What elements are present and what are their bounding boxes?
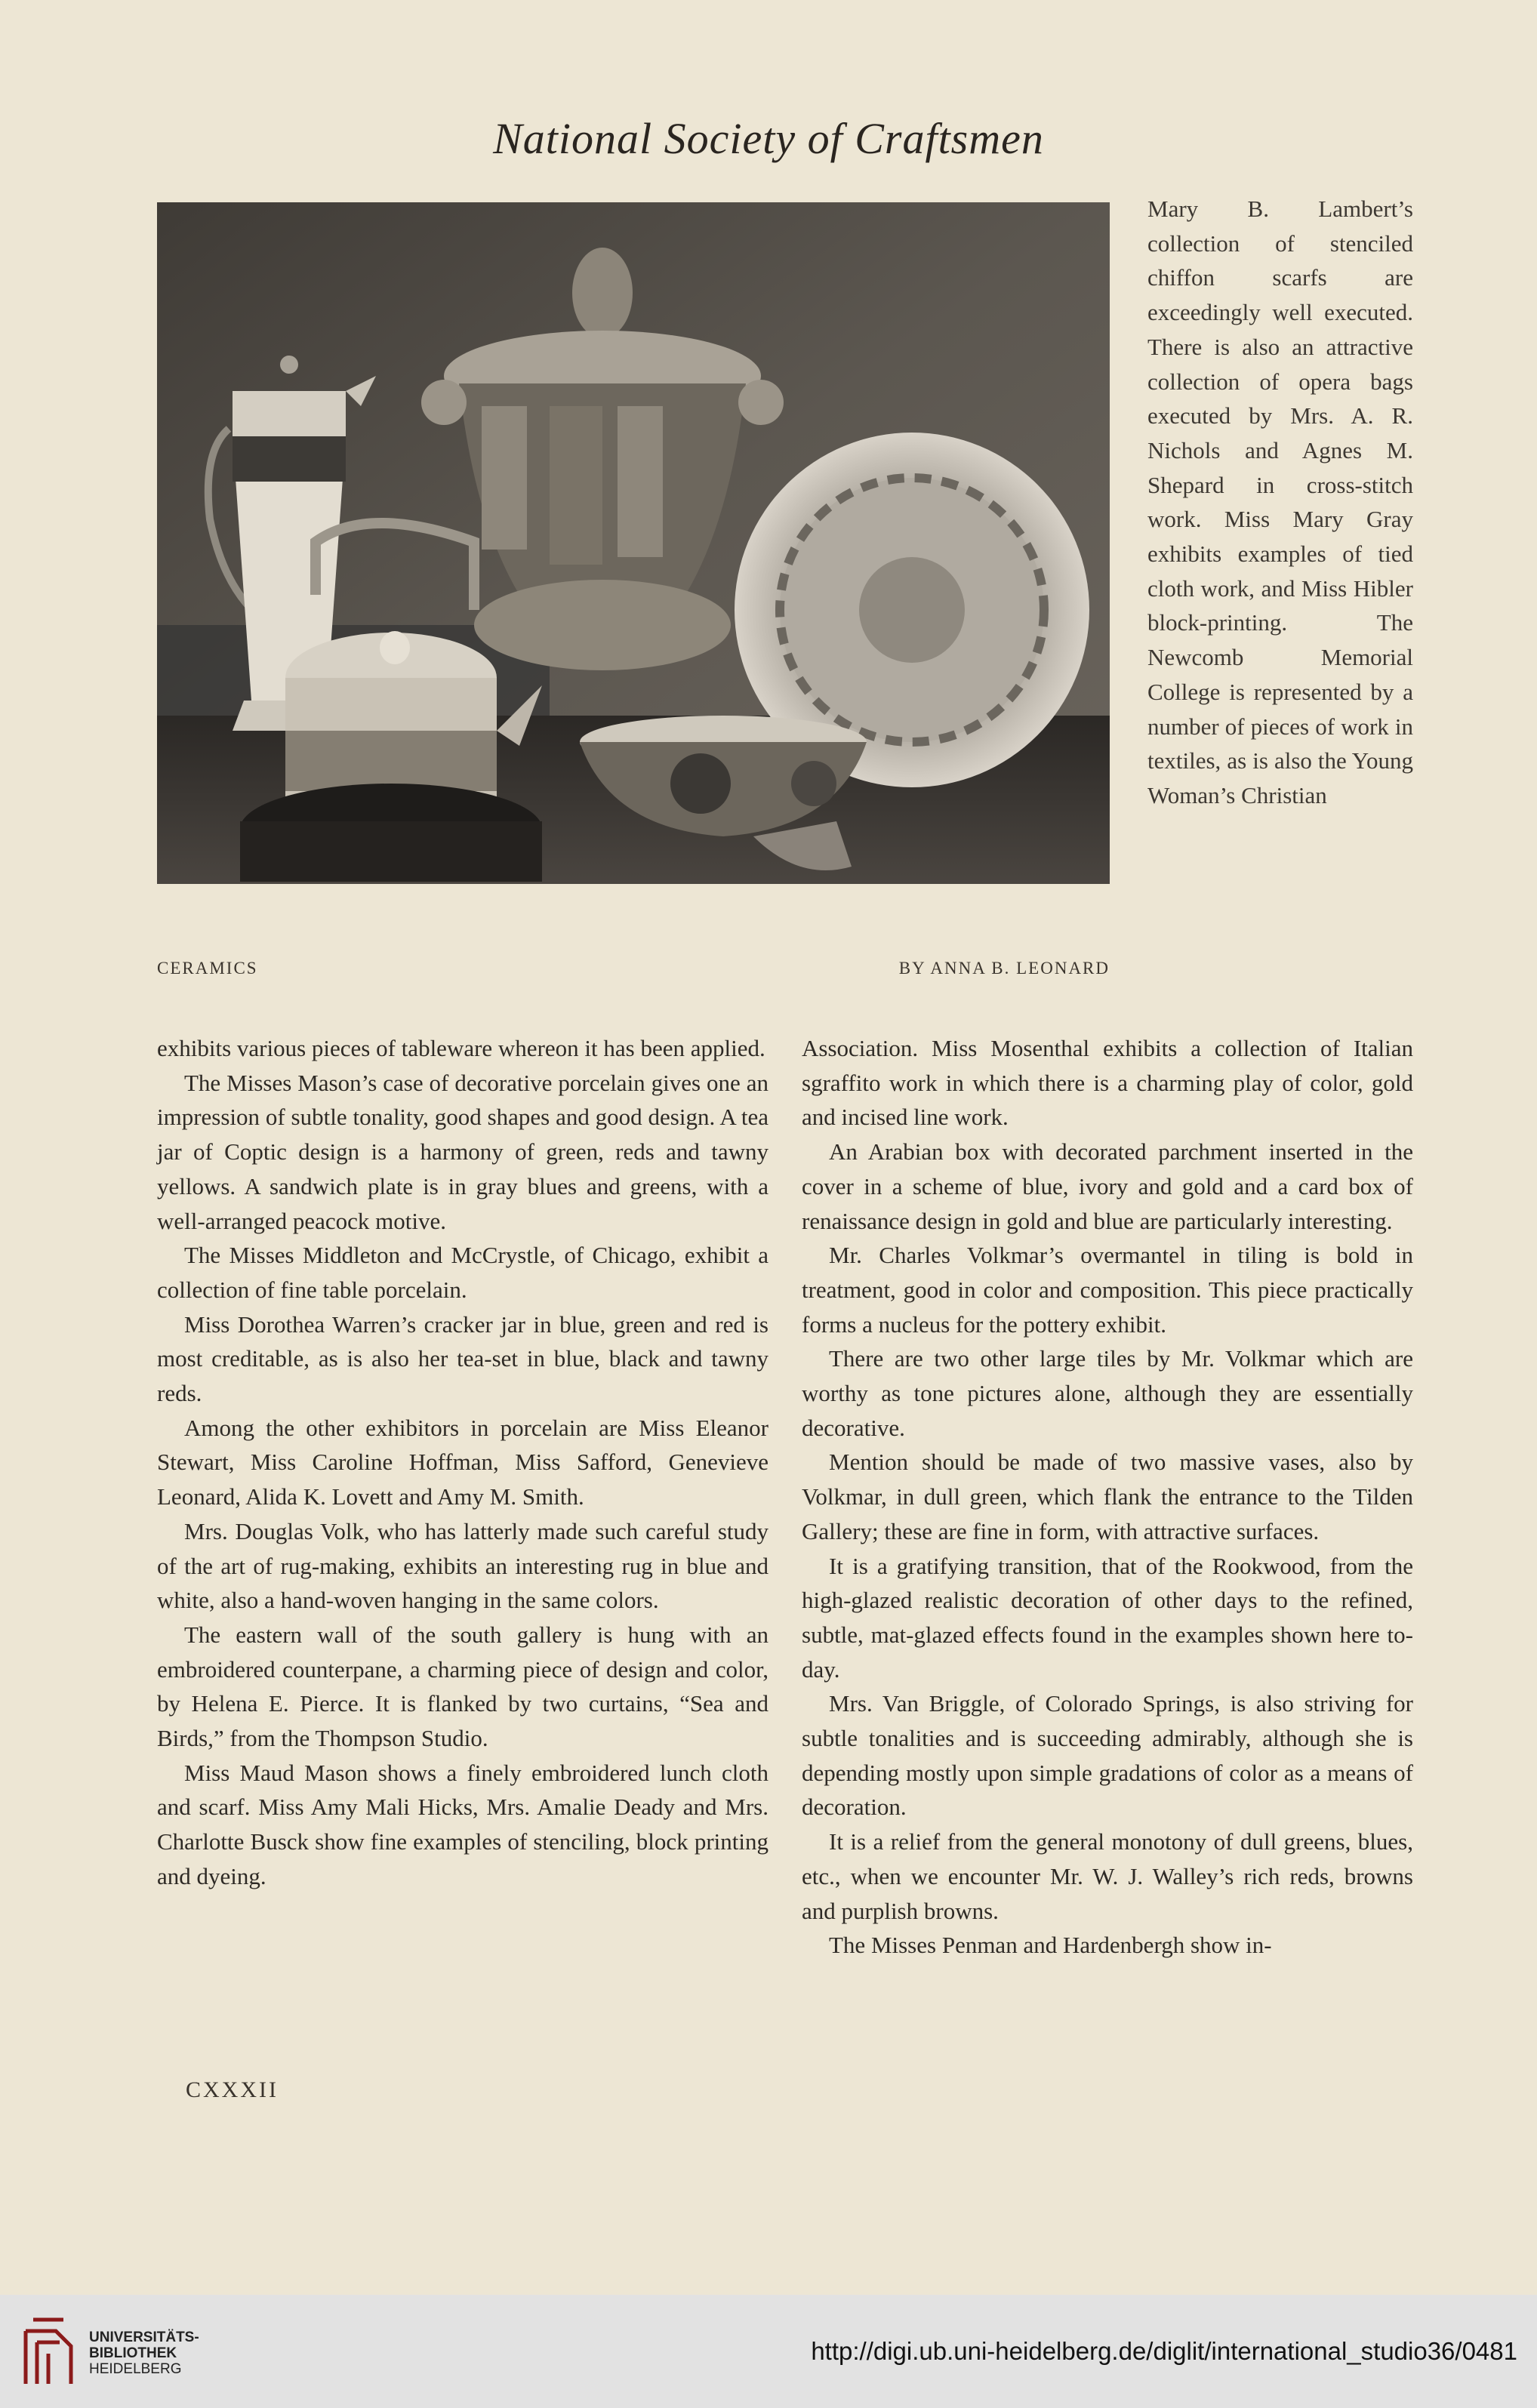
paragraph: There are two other large tiles by Mr. Volkmar which are worthy as tone pictures alone, although they are essentially decorative. <box>802 1345 1413 1441</box>
paragraph: Association. Miss Mosenthal exhibits a collection of Italian sgraffito work in which there is a charming play of color, gold and incised line work. <box>802 1035 1413 1131</box>
paragraph: Miss Dorothea Warren’s cracker jar in blue, green and red is most creditable, as is also her tea-set in blue, black and tawny reds. <box>157 1310 768 1407</box>
left-column <box>157 1031 768 1894</box>
paragraph: Miss Maud Mason shows a finely embroidered lunch cloth and scarf. Miss Amy Mali Hicks, Mrs. Amalie Deady and Mrs. Charlotte Busck show fine examples of stenciling, block printing and dyeing. <box>157 1759 768 1889</box>
photo-caption-title: CERAMICS <box>157 959 258 978</box>
paragraph: Mention should be made of two massive vases, also by Volkmar, in dull green, which flank the entrance to the Tilden Gallery; these are fine in form, with attractive surfaces. <box>802 1449 1413 1544</box>
paragraph: The Misses Penman and Hardenbergh show in- <box>829 1932 1272 1959</box>
paragraph: Among the other exhibitors in porcelain are Miss Eleanor Stewart, Miss Caroline Hoffman, Miss Safford, Genevieve Leonard, Alida K. Lovett and Amy M. Smith. <box>157 1414 768 1510</box>
paragraph: It is a gratifying transition, that of the Rookwood, from the high-glazed realistic decoration of other days to the refined, subtle, mat-glazed effects found in the examples shown here to-day. <box>802 1552 1413 1683</box>
paragraph: An Arabian box with decorated parchment inserted in the cover in a scheme of blue, ivory and gold and a card box of renaissance design in gold and blue are particularly interesting. <box>802 1138 1413 1234</box>
page-number: CXXXII <box>186 2077 279 2102</box>
paragraph: The Misses Mason’s case of decorative porcelain gives one an impression of subtle tonality, good shapes and good design. A tea jar of Coptic design is a harmony of green, reds and tawny yellows. A sandwich plate is in gray blues and greens, with a well-arranged peacock motive. <box>157 1069 768 1234</box>
running-head: National Society of Craftsmen <box>493 114 1044 163</box>
photo-caption-credit: BY ANNA B. LEONARD <box>898 959 1110 978</box>
ceramics-photograph <box>157 202 1110 884</box>
paragraph: exhibits various pieces of tableware whereon it has been applied. <box>157 1035 765 1061</box>
library-logo-icon <box>18 2316 79 2388</box>
paragraph: The eastern wall of the south gallery is hung with an embroidered counterpane, a charming piece of design and color, by Helena E. Pierce. It is flanked by two curtains, “Sea and Birds,” from the Thompson Studio. <box>157 1621 768 1752</box>
library-name-line: BIBLIOTHEK <box>89 2345 177 2361</box>
sidebar-paragraph: Mary B. Lambert’s collection of stenciled chiffon scarfs are exceedingly well executed. There is also an attractive collection of opera bags executed by Mrs. A. R. Nichols and Agnes M. Shepard in cross-stitch work. Miss Mary Gray exhibits examples of tied cloth work, and Miss Hibler block-printing. The Newcomb Memorial College is represented by a number of pieces of work in textiles, as is also the Young Woman’s Christian <box>1147 196 1413 808</box>
source-url-link[interactable]: http://digi.ub.uni-heidelberg.de/diglit/international_studio36/0481 <box>811 2337 1517 2365</box>
paragraph: Mrs. Douglas Volk, who has latterly made such careful study of the art of rug-making, exhibits an interesting rug in blue and white, also a hand-woven hanging in the same colors. <box>157 1517 768 1614</box>
library-name-line: UNIVERSITÄTS- <box>89 2329 199 2345</box>
paragraph: Mrs. Van Briggle, of Colorado Springs, is also striving for subtle tonalities and is succeeding admirably, although she is depending mostly upon simple gradations of color as a means of decoration. <box>802 1690 1413 1821</box>
library-name-line: HEIDELBERG <box>89 2361 182 2377</box>
paragraph: The Misses Middleton and McCrystle, of Chicago, exhibit a collection of fine table porcelain. <box>157 1242 768 1303</box>
sidebar-text-block <box>1147 192 1413 813</box>
paragraph: It is a relief from the general monotony of dull greens, blues, etc., when we encounter Mr. W. J. Walley’s rich reds, browns and purplish browns. <box>802 1828 1413 1924</box>
library-footer <box>0 2295 1537 2408</box>
paragraph: Mr. Charles Volkmar’s overmantel in tiling is bold in treatment, good in color and composition. This piece practically forms a nucleus for the pottery exhibit. <box>802 1242 1413 1338</box>
right-column <box>802 1031 1413 1963</box>
library-name <box>89 2329 199 2377</box>
